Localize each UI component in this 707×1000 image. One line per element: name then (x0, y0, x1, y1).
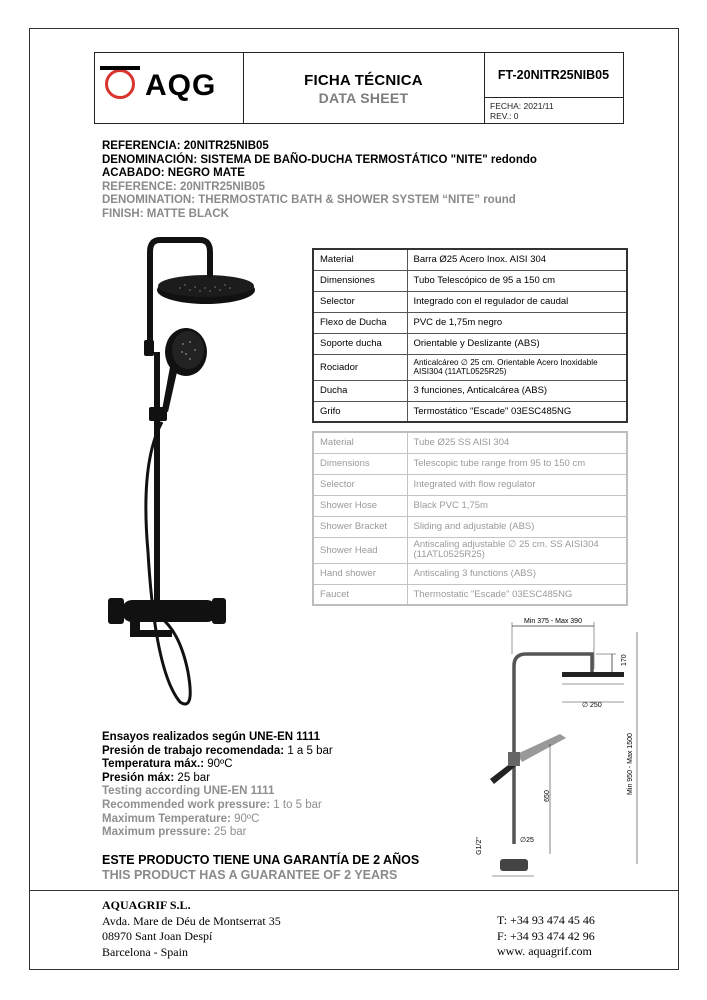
spec-value: Integrated with flow regulator (407, 474, 627, 495)
spec-key: Flexo de Ducha (313, 312, 407, 333)
denomination-en: DENOMINATION: THERMOSTATIC BATH & SHOWER SYSTEM “NITE” round (102, 194, 516, 206)
logo-ring-icon (105, 69, 135, 99)
spec-value: Telescopic tube range from 95 to 150 cm (407, 453, 627, 474)
spec-value: Black PVC 1,75m (407, 495, 627, 516)
dim-width-label: Min 375 - Max 390 (524, 618, 582, 625)
table-row (313, 537, 627, 563)
table-row (313, 516, 627, 537)
company-name: AQUAGRIF S.L. (102, 898, 191, 912)
dim-height-range: Min 950 - Max 1500 (627, 733, 634, 795)
spec-value: Antiscaling 3 functions (ABS) (407, 563, 627, 584)
address-line: Avda. Mare de Déu de Montserrat 35 (102, 913, 281, 928)
spec-key: Soporte ducha (313, 333, 407, 354)
test-line: Maximum Temperature: 90ºC (102, 812, 260, 825)
spec-key: Ducha (313, 380, 407, 401)
product-image (100, 232, 300, 712)
table-row (313, 584, 627, 605)
dim-tube-diameter: ∅25 (520, 837, 534, 844)
spec-value: Integrado con el regulador de caudal (407, 291, 627, 312)
spec-value: Orientable y Deslizante (ABS) (407, 333, 627, 354)
guarantee-en: THIS PRODUCT HAS A GUARANTEE OF 2 YEARS (102, 868, 398, 882)
guarantee-es: ESTE PRODUCTO TIENE UNA GARANTÍA DE 2 AÑOS (102, 853, 420, 867)
revision-info (490, 101, 554, 121)
spec-value: PVC de 1,75m negro (407, 312, 627, 333)
rev: REV.: 0 (490, 111, 519, 121)
code-cell (484, 53, 623, 123)
spec-key: Material (313, 432, 407, 453)
tests-block (102, 731, 333, 840)
title-es: FICHA TÉCNICA (304, 72, 423, 89)
phone: T: +34 93 474 45 46 (497, 913, 595, 927)
spec-value: 3 funciones, Anticalcárea (ABS) (407, 380, 627, 401)
test-line: Testing according UNE-EN 1111 (102, 785, 275, 798)
table-row (313, 270, 627, 291)
table-row (313, 333, 627, 354)
test-line: Presión máx: 25 bar (102, 771, 211, 784)
spec-key: Faucet (313, 584, 407, 605)
document-code: FT-20NITR25NIB05 (484, 53, 623, 98)
spec-table-es (312, 248, 628, 423)
test-line: Maximum pressure: 25 bar (102, 826, 247, 839)
footer-divider (29, 890, 679, 891)
spec-key: Material (313, 249, 407, 270)
spec-value: Tubo Telescópico de 95 a 150 cm (407, 270, 627, 291)
spec-key: Grifo (313, 401, 407, 422)
reference-es: REFERENCIA: 20NITR25NIB05 (102, 140, 269, 152)
company-address (102, 898, 281, 960)
table-row (313, 291, 627, 312)
spec-key: Shower Head (313, 537, 407, 563)
spec-value: Thermostatic "Escade" 03ESC485NG (407, 584, 627, 605)
table-row (313, 401, 627, 422)
dim-inlet: G1/2" (476, 837, 483, 855)
header-table (94, 52, 624, 124)
test-line: Temperatura máx.: 90ºC (102, 758, 233, 771)
dim-bar-height: 650 (544, 790, 551, 802)
spec-value: Anticalcáreo ∅ 25 cm. Orientable Acero Inoxidable AISI304 (11ATL0525R25) (407, 354, 627, 380)
guarantee-block (102, 853, 419, 883)
table-row (313, 495, 627, 516)
test-line: Presión de trabajo recomendada: 1 a 5 bar (102, 744, 333, 757)
spec-key: Selector (313, 474, 407, 495)
spec-value: Termostático "Escade" 03ESC485NG (407, 401, 627, 422)
table-row (313, 474, 627, 495)
spec-value: Tube Ø25 SS AISI 304 (407, 432, 627, 453)
test-line: Ensayos realizados según UNE-EN 1111 (102, 731, 320, 743)
spec-value: Barra Ø25 Acero Inox. AISI 304 (407, 249, 627, 270)
technical-diagram (462, 614, 642, 884)
finish-en: FINISH: MATTE BLACK (102, 207, 229, 220)
logo-bar-icon (100, 66, 140, 70)
logo-text: AQG (145, 69, 217, 102)
spec-key: Hand shower (313, 563, 407, 584)
table-row (313, 312, 627, 333)
spec-key: Dimensiones (313, 270, 407, 291)
spec-value: Antiscaling adjustable ∅ 25 cm. SS AISI304 (11ATL0525R25) (407, 537, 627, 563)
table-row (313, 354, 627, 380)
company-contact (497, 913, 595, 960)
spec-value: Sliding and adjustable (ABS) (407, 516, 627, 537)
table-row (313, 380, 627, 401)
address-line: Barcelona - Spain (102, 944, 188, 959)
spec-key: Dimensions (313, 453, 407, 474)
address-line: 08970 Sant Joan Despí (102, 929, 213, 943)
denomination-es: DENOMINACIÓN: SISTEMA DE BAÑO-DUCHA TERMOSTÁTICO "NITE" redondo (102, 153, 537, 166)
title-cell (243, 53, 485, 123)
dim-head-diameter: ∅ 250 (582, 702, 602, 709)
spec-table-en (312, 431, 628, 606)
reference-en: REFERENCE: 20NITR25NIB05 (102, 180, 265, 193)
test-line: Recommended work pressure: 1 to 5 bar (102, 798, 322, 811)
spec-key: Rociador (313, 354, 407, 380)
spec-key: Shower Hose (313, 495, 407, 516)
table-row (313, 563, 627, 584)
finish-es: ACABADO: NEGRO MATE (102, 167, 245, 179)
website[interactable]: www. aquagrif.com (497, 944, 592, 958)
spec-key: Selector (313, 291, 407, 312)
table-row (313, 453, 627, 474)
title-en: DATA SHEET (318, 90, 409, 106)
fax: F: +34 93 474 42 96 (497, 928, 595, 943)
table-row (313, 249, 627, 270)
table-row (313, 432, 627, 453)
logo (95, 53, 244, 123)
reference-block (102, 140, 537, 221)
fecha: FECHA: 2021/11 (490, 101, 554, 111)
dim-head-height: 170 (621, 654, 628, 666)
spec-key: Shower Bracket (313, 516, 407, 537)
